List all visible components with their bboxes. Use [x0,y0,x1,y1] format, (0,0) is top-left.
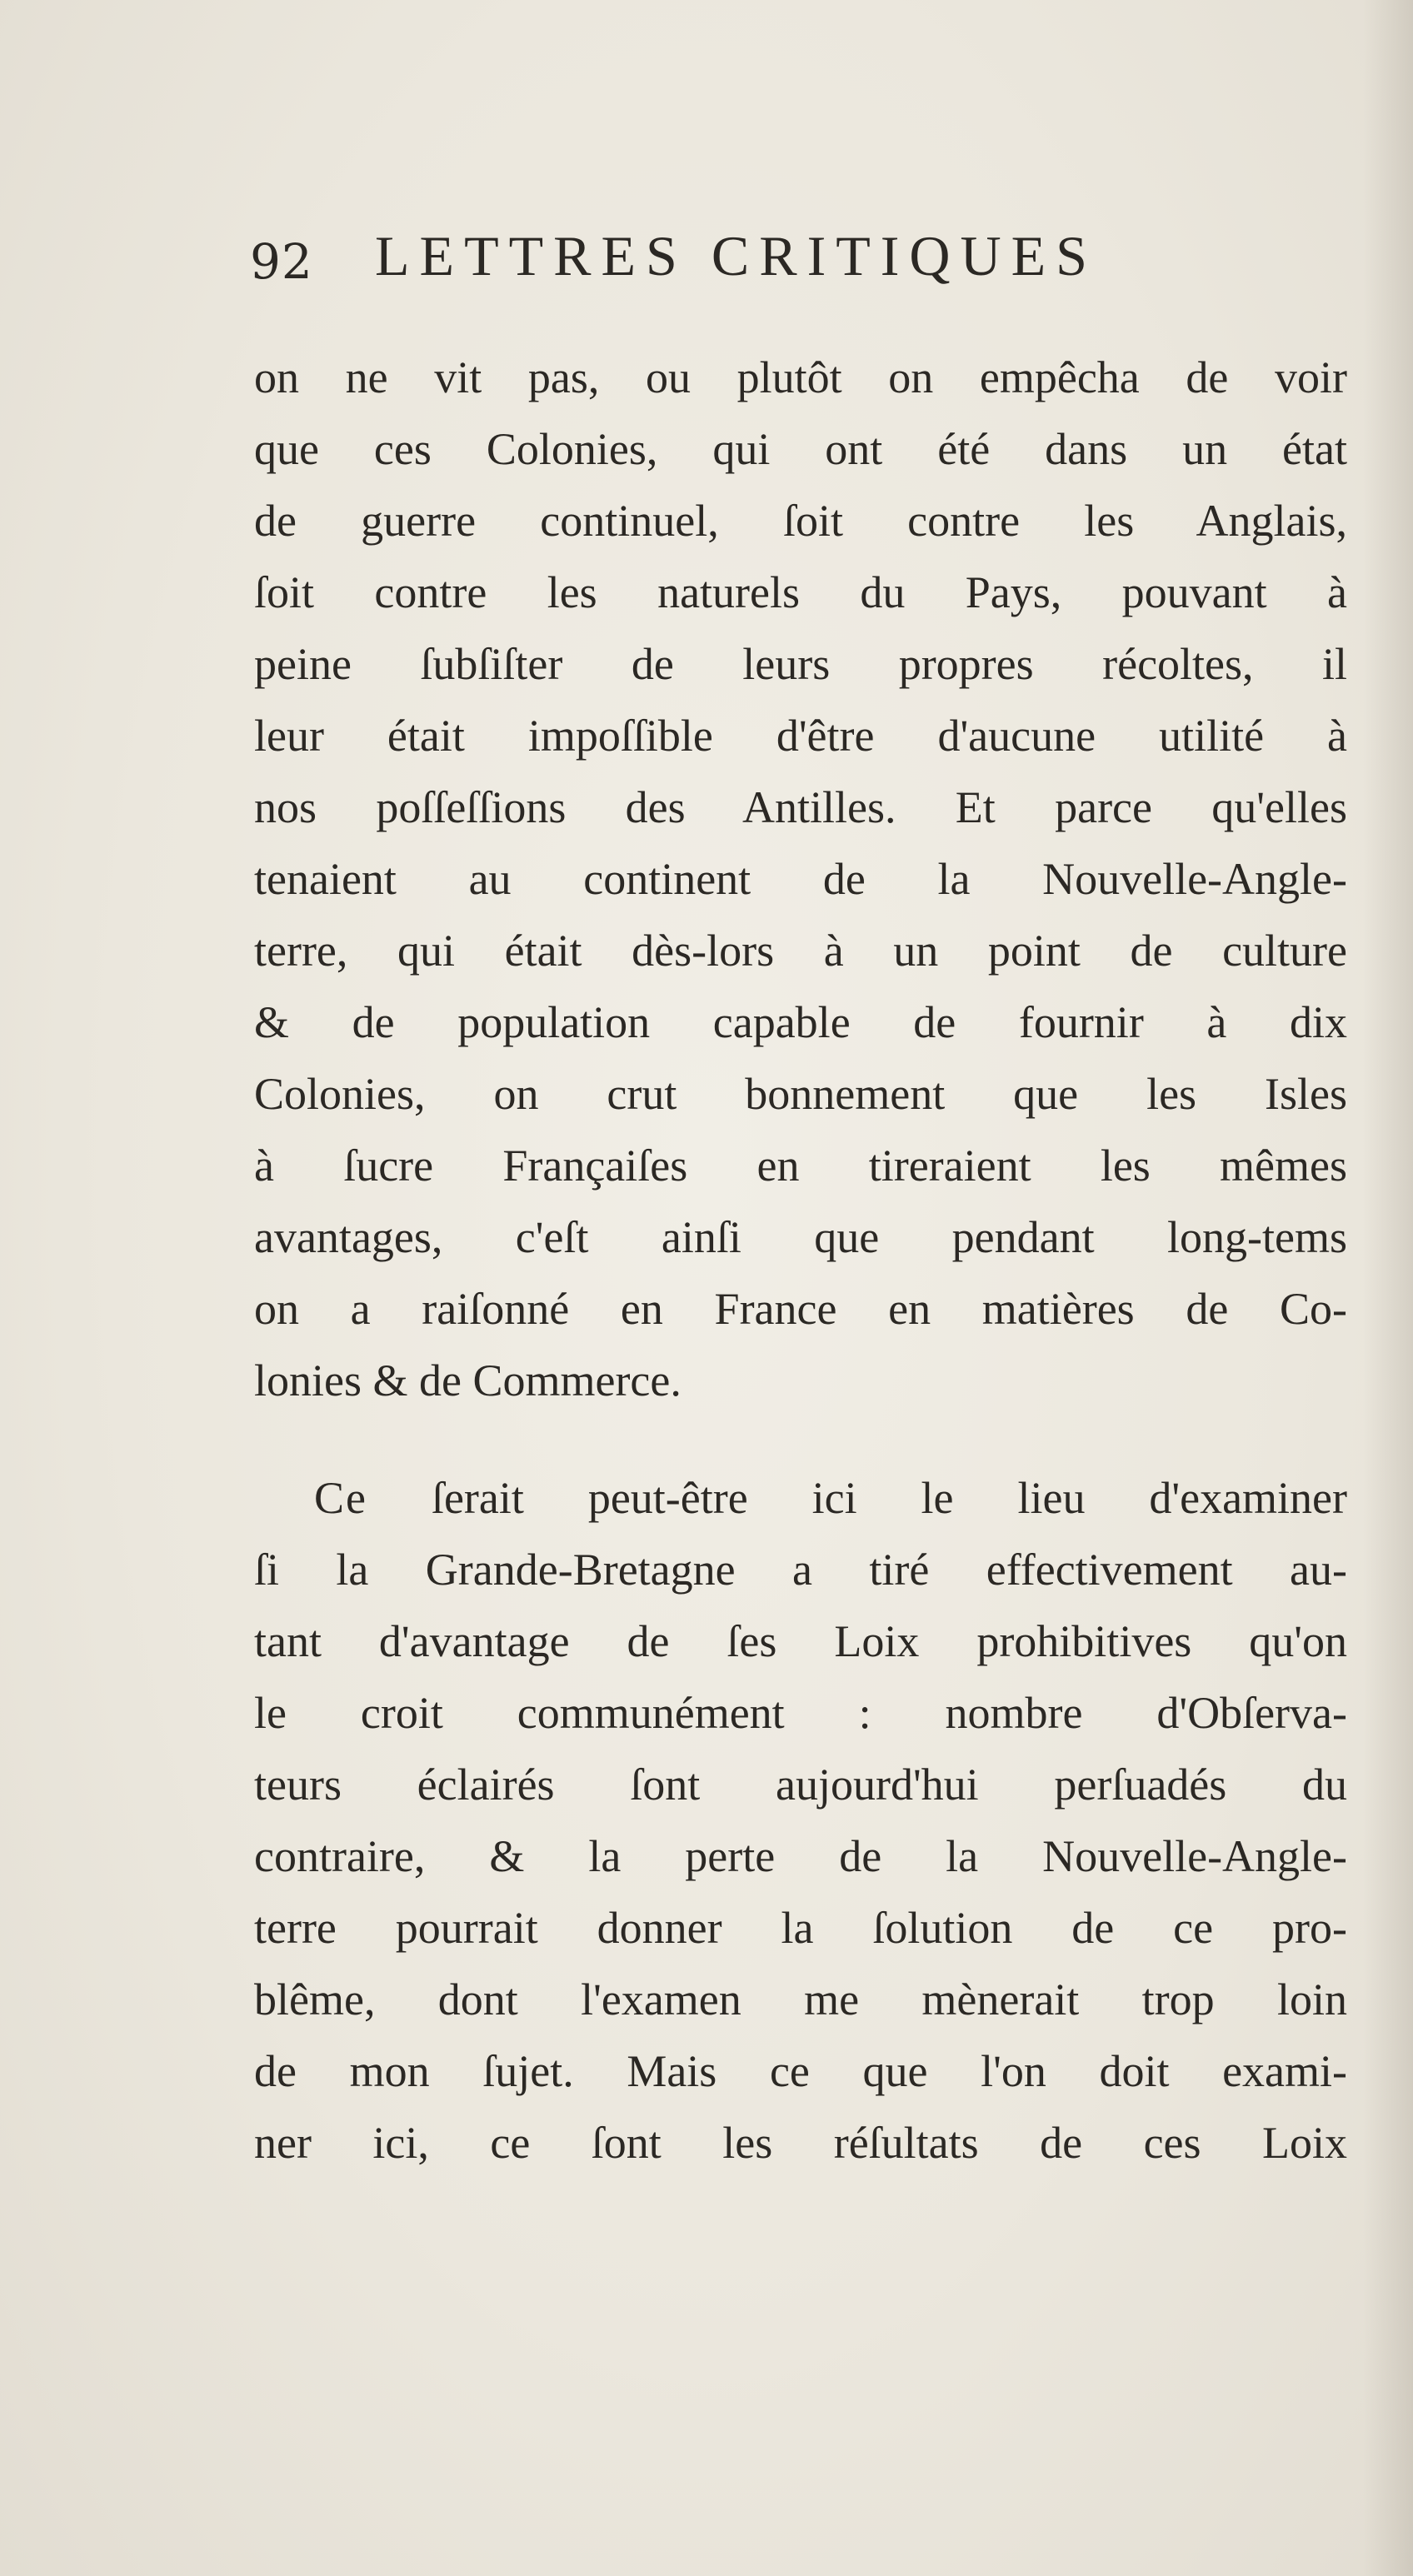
text-line: leur était impoſſible d'être d'aucune utilité à [254,711,1347,761]
text-line: & de population capable de fournir à dix [254,997,1347,1047]
text-line: contraire, & la perte de la Nouvelle-Angle- [254,1831,1347,1881]
text-line: ſoit contre les naturels du Pays, pouvant à [254,567,1347,617]
text-line: on ne vit pas, ou plutôt on empêcha de voir [254,352,1347,402]
text-line: tant d'avantage de ſes Loix prohibitives qu'on [254,1616,1347,1666]
text-line: teurs éclairés ſont aujourd'hui perſuadés du [254,1760,1347,1810]
text-line: le croit communément : nombre d'Obſerva- [254,1688,1347,1738]
paragraph-2 [254,1462,1347,2179]
text-line: peine ſubſiſter de leurs propres récoltes, il [254,639,1347,689]
paragraph-1 [254,342,1347,1416]
text-line: ner ici, ce ſont les réſultats de ces Loix [254,2118,1347,2168]
text-line: avantages, c'eſt ainſi que pendant long-tems [254,1212,1347,1262]
page-fold-shadow [1363,0,1413,2576]
first-line-text: ſerait peut-être ici le lieu d'examiner [431,1473,1348,1523]
text-line: à ſucre Françaiſes en tireraient les mêmes [254,1141,1347,1191]
text-line: tenaient au continent de la Nouvelle-Angle- [254,854,1347,904]
text-line: nos poſſeſſions des Antilles. Et parce qu'elles [254,782,1347,832]
text-line: ſi la Grande-Bretagne a tiré effectivement au- [254,1545,1347,1595]
page-header [250,223,1233,298]
paragraph-initial: Ce [314,1473,367,1523]
text-line: de mon ſujet. Mais ce que l'on doit exami- [254,2046,1347,2096]
text-line: Colonies, on crut bonnement que les Isles [254,1069,1347,1119]
text-line: que ces Colonies, qui ont été dans un état [254,424,1347,474]
text-line: blême, dont l'examen me mènerait trop loin [254,1974,1347,2024]
text-line-first [254,1462,1347,1534]
text-line: on a raiſonné en France en matières de Co- [254,1284,1347,1334]
page-number: 92 [250,233,313,290]
text-line: de guerre continuel, ſoit contre les Anglais, [254,496,1347,546]
text-line-last: lonies & de Commerce. [254,1355,682,1405]
text-line: terre, qui était dès-lors à un point de culture [254,926,1347,976]
text-line: terre pourrait donner la ſolution de ce pro- [254,1903,1347,1953]
running-title: LETTRES CRITIQUES [375,224,1097,287]
